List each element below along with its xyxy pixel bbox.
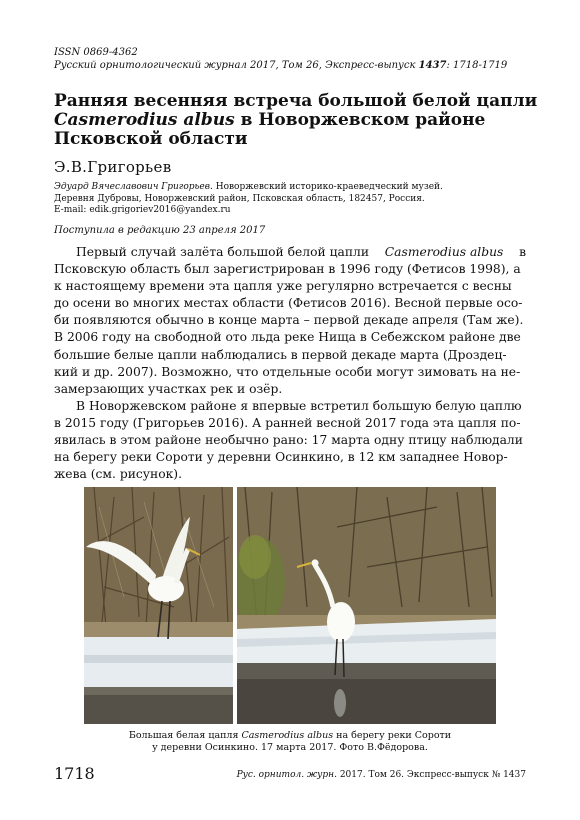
footer-citation [237,770,526,780]
issue-number: 1437 [418,60,447,71]
body-line [54,244,526,261]
body-line: кий и др. 2007). Возможно, что отдельные особи могут зимовать на не- [54,364,521,379]
affiliation-institution: . Новоржевский историко-краеведческий музей. [210,182,443,192]
page-number: 1718 [54,764,95,783]
photo-heron-wings-spread [84,487,233,724]
body-line: явилась в этом районе необычно рано: 17 марта одну птицу наблюдали [54,433,523,448]
body-line: жева (см. рисунок). [54,467,183,482]
title-line-3: Псковской области [54,129,248,149]
author-full-name: Эдуард Вячеславович Григорьев [54,182,210,192]
body-line: большие белые цапли наблюдались в первой декаде марта (Дроздец- [54,347,507,362]
heron-photo-2 [237,487,496,724]
body-line: В 2006 году на свободной ото льда реке Нища в Себежском районе две [54,330,521,345]
species-name: Casmerodius albus [384,245,504,259]
affiliation-address: Деревня Дубровы, Новоржевский район, Псковская область, 182457, Россия. [54,193,425,204]
body-text: В Новоржевском районе я впервые встретил большую белую цаплю [76,398,522,413]
affiliation-line-1 [54,182,534,194]
body-line: на берегу реки Сороти у деревни Осинкино, в 12 км западнее Новор- [54,450,508,465]
title-line-1: Ранняя весенняя встреча большой белой цапли [54,91,538,111]
body-line: би появляются обычно в конце марта – первой декаде апреля (Там же). [54,313,524,328]
body-line [54,398,526,415]
caption-text: Большая белая цапля [128,730,242,741]
page-range: : 1718-1719 [446,60,508,71]
article-body [54,244,526,483]
figure-caption [54,730,526,754]
journal-header [54,46,534,72]
journal-abbreviation: Рус. орнитол. журн. [236,770,337,780]
caption-species: Casmerodius albus [241,730,334,741]
body-line: до осени во многих местах области (Фетисов 2016). Весной первые осо- [54,296,523,311]
footer-issue: 2017. Том 26. Экспресс-выпуск № 1437 [336,770,526,780]
received-date: Поступила в редакцию 23 апреля 2017 [54,225,266,236]
author-email: E-mail: edik.grigoriev2016@yandex.ru [54,205,231,215]
caption-text: на берегу реки Сороти [333,730,452,741]
body-line: Псковскую область был зарегистрирован в 1996 году (Фетисов 1998), а [54,262,521,277]
author-name: Э.В.Григорьев [54,158,172,176]
figure-photos [84,487,496,724]
body-line: к настоящему времени эта цапля уже регулярно встречается с весны [54,279,512,294]
title-species: Casmerodius albus [54,110,235,130]
body-line: в 2015 году (Григорьев 2016). А ранней весной 2017 года эта цапля по- [54,415,521,430]
article-title [54,91,538,149]
journal-name: Русский орнитологический журнал 2017, Том 26, Экспресс-выпуск [54,60,419,71]
journal-citation [54,59,534,72]
caption-line-2: у деревни Осинкино. 17 марта 2017. Фото В.Фёдорова. [152,742,428,753]
title-line-2-rest: в Новоржевском районе [234,110,486,130]
caption-line-1 [54,730,526,742]
issn: ISSN 0869-4362 [54,47,138,58]
body-text: Первый случай залёта большой белой цапли [76,245,370,259]
author-affiliation [54,182,534,217]
photo-heron-standing [237,487,496,724]
body-line: замерзающих участках рек и озёр. [54,381,283,396]
body-text: в [519,245,526,259]
title-line-2 [54,111,534,130]
heron-photo-1 [84,487,233,724]
page-footer [54,764,526,784]
